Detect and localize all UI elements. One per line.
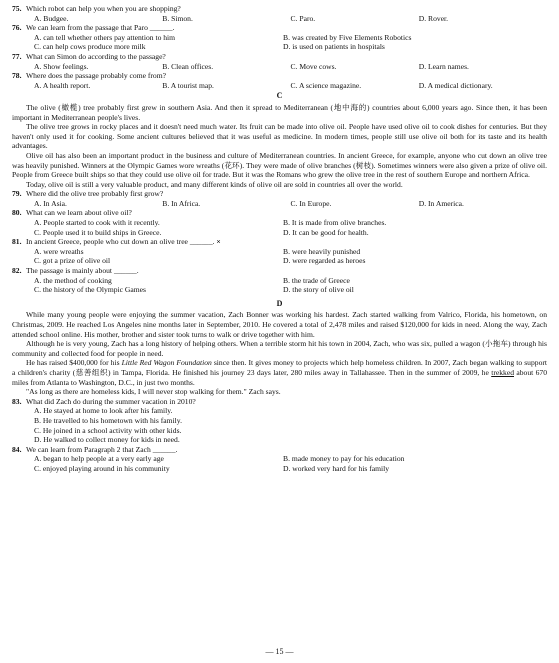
option-d: D. Rover. [418, 13, 449, 23]
option-a: A. A health report. [34, 80, 91, 90]
option-a: A. were wreaths [34, 246, 84, 256]
option-c: C. Paro. [290, 13, 316, 23]
option-b: B. It is made from olive branches. [283, 218, 387, 228]
option-a: A. Show feelings. [34, 61, 89, 71]
option-d: D. worked very hard for his family [283, 463, 390, 473]
option-c: C. He joined in a school activity with other kids. [34, 425, 182, 435]
question-80 [12, 208, 547, 237]
passage-c-paragraph-2: The olive tree grows in rocky places and it doesn't need much water. Its fruit can be made into olive oil. People have used olive oil to cook dishes for centuries. But they haven't only used it for cooking. Some ancient cultures believed that it was useful as medicine. In modern times, people still use olive oil both for its taste and its health advantages. [12, 122, 547, 151]
option-d: D. Learn names. [418, 61, 469, 71]
question-78 [12, 71, 547, 90]
question-number: 81. [12, 237, 22, 247]
option-b: B. the trade of Greece [283, 275, 350, 285]
option-b: B. Simon. [162, 13, 193, 23]
question-number: 84. [12, 444, 22, 454]
question-stem: Which robot can help you when you are shopping? [26, 4, 181, 13]
question-stem: What can we learn about olive oil? [26, 208, 132, 218]
option-c: C. got a prize of olive oil [34, 256, 111, 266]
passage-d-paragraph-1: While many young people were enjoying the summer vacation, Zach Bonner was working his hardest. Zach started walking from Valrico, Florida, his hometown, on Christmas, 2009. He reached Los Angeles nine months later in September, 2010. He covered a total of 2,478 miles and raised $120,000 for kids in need. Along the way, Zach attended school online. His mother, brother and sister took turns to walk or drive together with him. [12, 310, 547, 339]
option-d: D. the story of olive oil [283, 285, 354, 295]
option-c: C. People used it to build ships in Greece. [34, 227, 162, 237]
passage-d-paragraph-4: "As long as there are homeless kids, I will never stop walking for them." Zach says. [26, 387, 281, 397]
option-d: D. A medical dictionary. [418, 80, 493, 90]
question-stem: Where did the olive tree probably first grow? [26, 189, 164, 199]
question-stem: What did Zach do during the summer vacation in 2010? [26, 396, 196, 406]
question-82 [12, 266, 547, 295]
question-number: 76. [12, 23, 22, 33]
option-b: B. was created by Five Elements Robotics [283, 32, 412, 42]
question-stem: What can Simon do according to the passage? [26, 51, 166, 61]
option-c: C. In Europe. [290, 198, 332, 208]
option-a: A. the method of cooking [34, 275, 112, 285]
passage-c-paragraph-4: Today, olive oil is still a very valuable product, and many different kinds of olive oil are sold in countries all over the world. [26, 179, 403, 189]
option-d: D. It can be good for health. [283, 227, 369, 237]
cross-mark: × [216, 237, 221, 247]
option-c: C. A science magazine. [290, 80, 362, 90]
paragraph-text: He has raised $400,000 for his [26, 358, 122, 368]
question-84 [12, 445, 547, 474]
paragraph-text: about 670 miles from Atlanta to Washington, D.C., in just two months. [12, 367, 548, 387]
option-b: B. He travelled to his hometown with his family. [34, 415, 182, 425]
question-number: 75. [12, 4, 22, 13]
paragraph-text: since then. It gives money to projects which help homeless children. In 2007, Zach began walking to support a children's charity (慈善组织) in Tampa, Florida. He finished his journey 23 days later, 280 miles away in Tallahassee. Then in the summer of 2009, he [12, 358, 547, 377]
question-stem: We can learn from Paragraph 2 that Zach ______. [26, 444, 178, 454]
question-stem: The passage is mainly about ______. [26, 266, 139, 276]
option-c: C. enjoyed playing around in his community [34, 463, 170, 473]
passage-d-paragraph-2: Although he is very young, Zach has a long history of helping others. When a terrible storm hit his town in 2004, Zach, who was six, pulled a wagon (小拖车) through his community and collected food for people in need. [12, 339, 547, 358]
passage-c-paragraph-1: The olive (橄榄) tree probably first grew in southern Asia. And then it spread to Mediterranean (地中海的) countries about 6,000 years ago. Since then, it has been important in Mediterranean people's lives. [12, 102, 547, 122]
question-number: 83. [12, 396, 22, 406]
option-b: B. Clean offices. [162, 61, 214, 71]
option-a: A. People started to cook with it recently. [34, 218, 160, 228]
section-c-heading: C [276, 91, 283, 101]
question-number: 79. [12, 189, 22, 199]
passage-d-paragraph-3 [12, 358, 547, 387]
question-stem: In ancient Greece, people who cut down an olive tree ______. [26, 237, 215, 247]
question-83 [12, 397, 547, 445]
question-stem: We can learn from the passage that Paro ______. [26, 23, 175, 33]
option-b: B. In Africa. [162, 198, 201, 208]
option-c: C. Move cows. [290, 61, 337, 71]
option-d: D. were regarded as heroes [283, 256, 366, 266]
question-81 [12, 237, 547, 266]
option-d: D. is used on patients in hospitals [283, 42, 385, 52]
question-number: 77. [12, 51, 22, 61]
option-a: A. In Asia. [34, 198, 67, 208]
option-b: B. were heavily punished [283, 246, 361, 256]
option-a: A. He stayed at home to look after his family. [34, 406, 173, 416]
question-75 [12, 4, 547, 23]
option-c: C. can help cows produce more milk [34, 42, 146, 52]
foundation-name: Little Red Wagon Foundation [121, 358, 212, 368]
question-stem: Where does the passage probably come from? [26, 71, 167, 81]
option-a: A. can tell whether others pay attention to him [34, 32, 176, 42]
page-number: — 15 — [265, 647, 294, 657]
option-b: B. made money to pay for his education [283, 454, 405, 464]
option-d: D. In America. [418, 198, 464, 208]
question-number: 80. [12, 208, 22, 218]
option-b: B. A tourist map. [162, 80, 214, 90]
question-number: 82. [12, 266, 22, 276]
option-d: D. He walked to collect money for kids in need. [34, 435, 180, 445]
underlined-word: trekked [491, 367, 514, 377]
passage-c-paragraph-3: Olive oil has also been an important product in the business and culture of Mediterranean countries. In ancient Greece, for example, anyone who cut down an olive tree was heavily punished. Winners at the Olympic Games wore wreaths (花环). They were made of olive branches (树枝). Sometimes winners were also given a prize of olive oil. People from Greece built ships so that they could use olive oil for trade. But it was the Romans who grew the olive tree in the rest of southern Europe and northern Africa. [12, 150, 547, 180]
section-d-heading: D [276, 298, 283, 308]
question-number: 78. [12, 71, 22, 81]
option-a: A. began to help people at a very early age [34, 454, 164, 464]
question-79 [12, 189, 547, 208]
option-c: C. the history of the Olympic Games [34, 285, 146, 295]
question-77 [12, 52, 547, 71]
question-76 [12, 23, 547, 52]
option-a: A. Budgee. [34, 13, 69, 23]
